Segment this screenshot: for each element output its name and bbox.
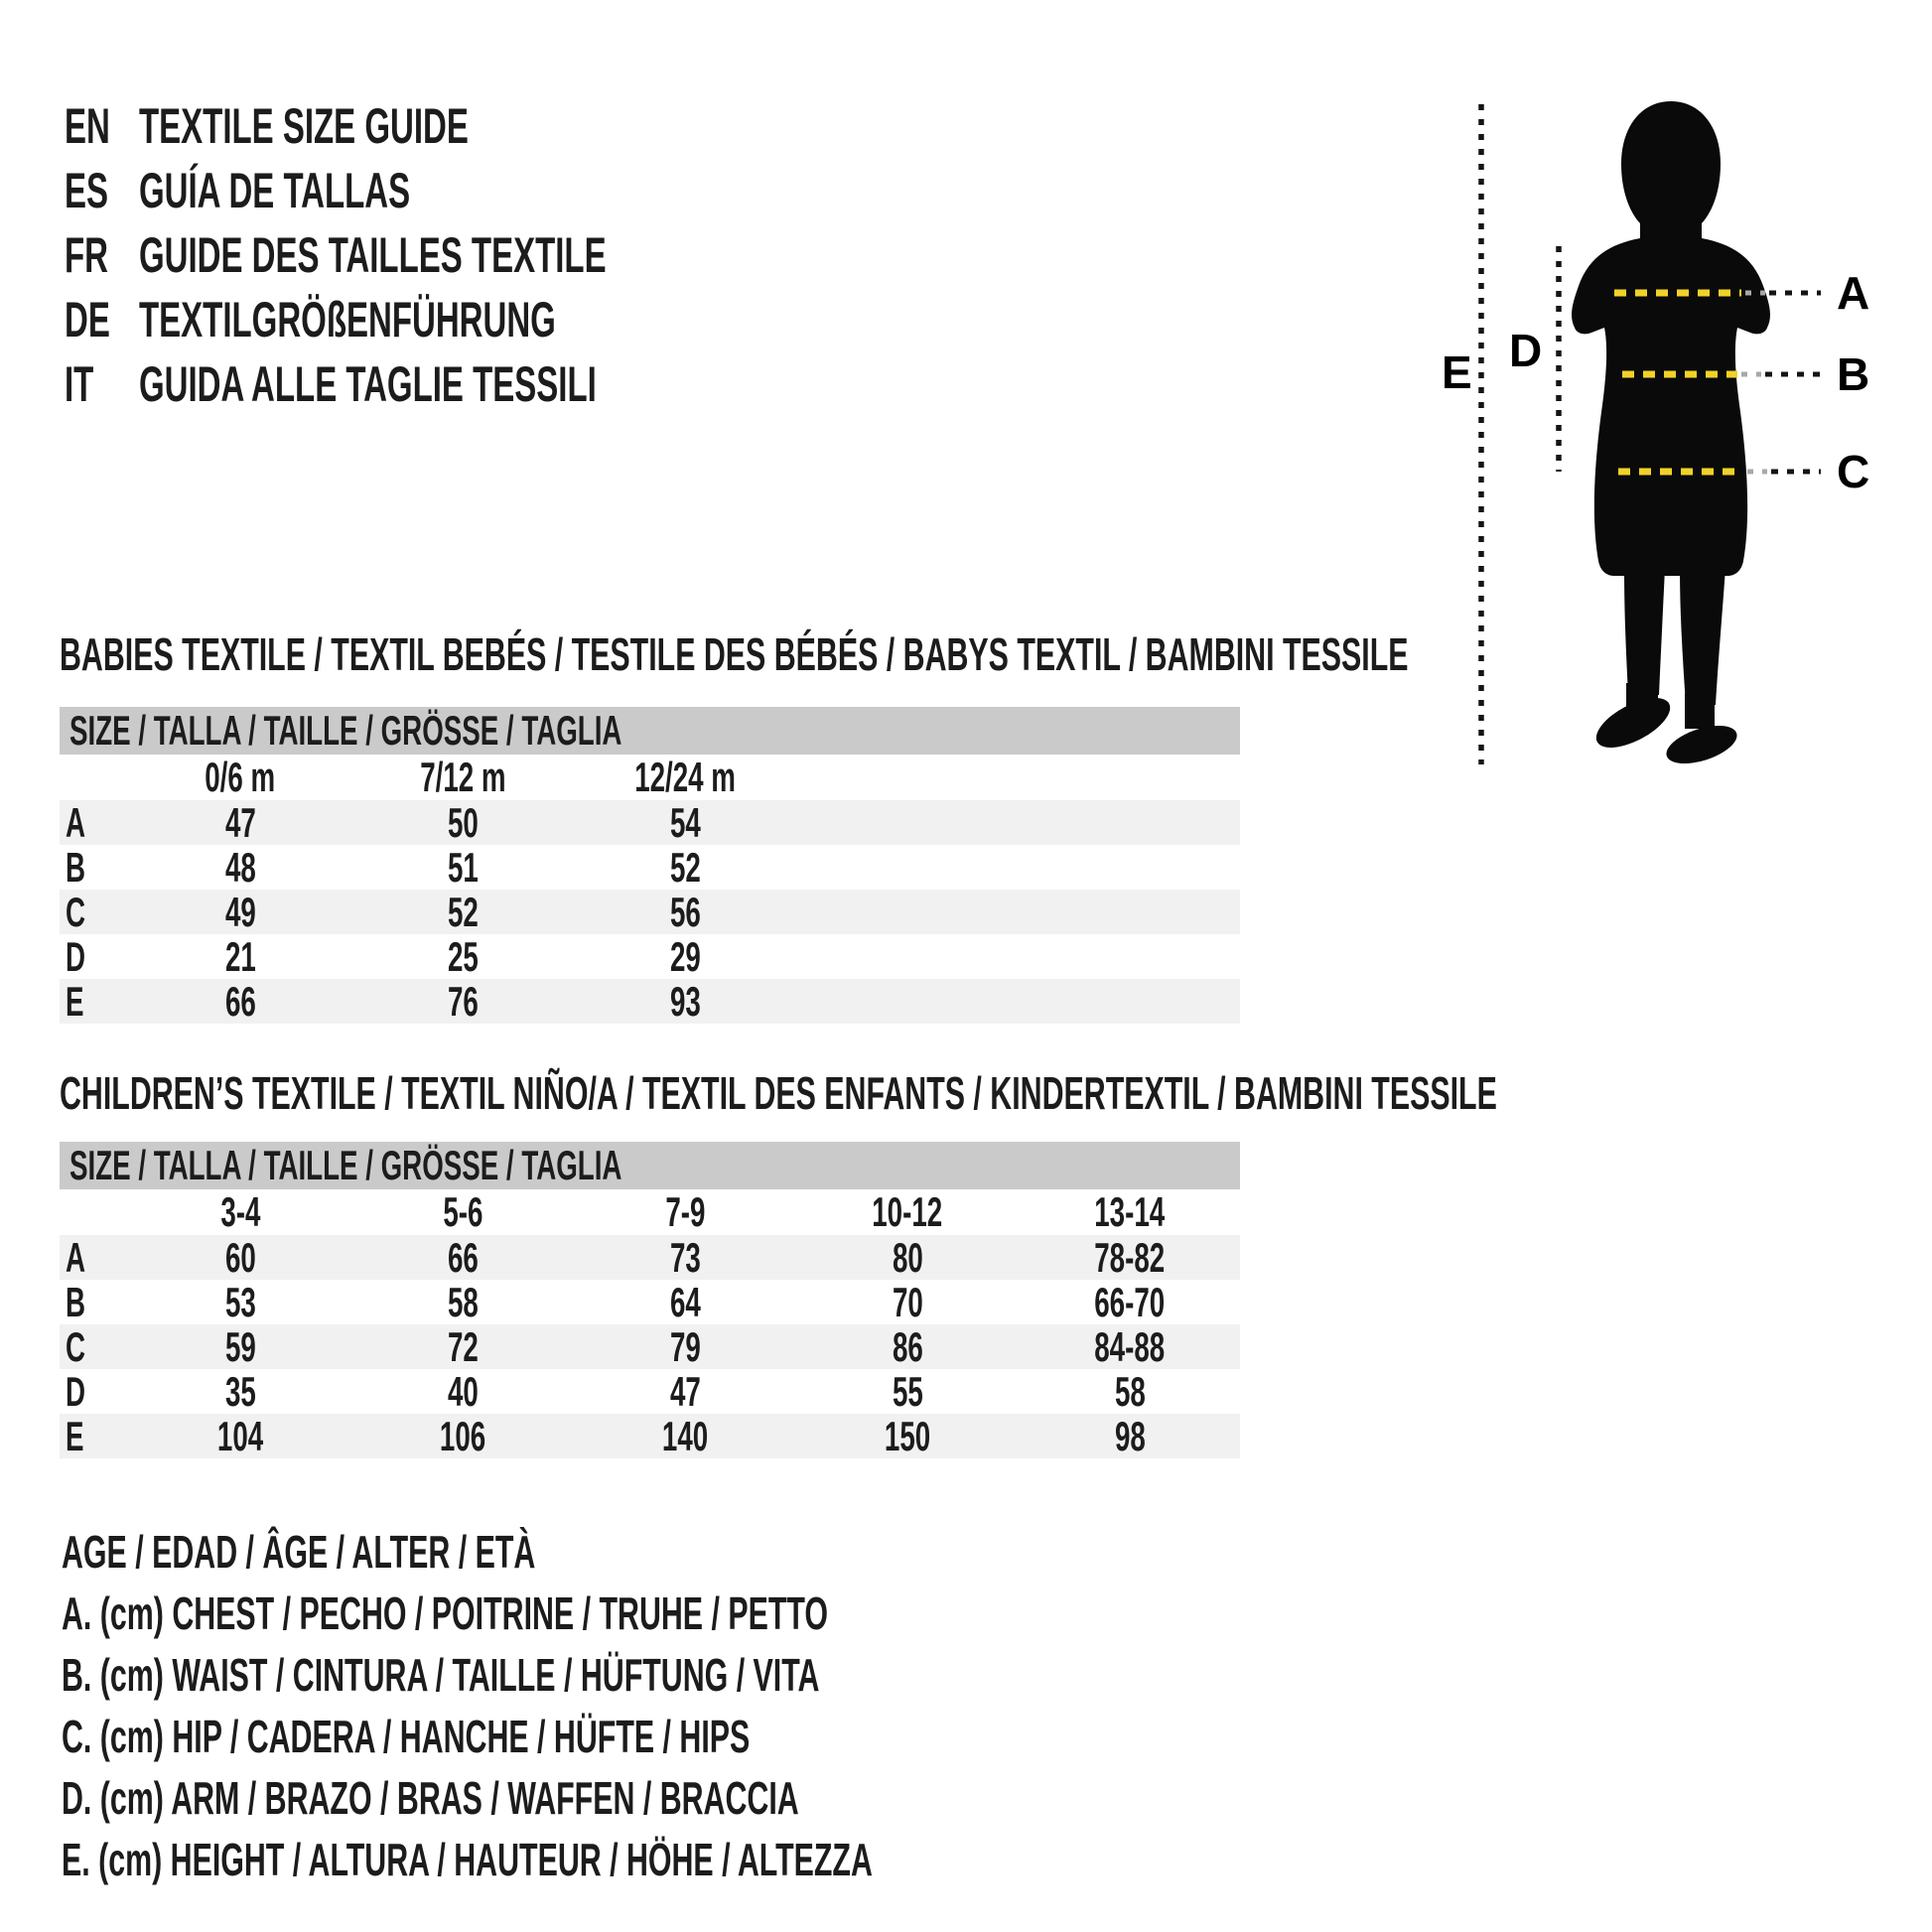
lang-code-es: ES: [65, 163, 109, 218]
babies-row-b: B 48 51 52: [66, 843, 701, 891]
children-column-header-row: [60, 1189, 1240, 1235]
babies-row-d: D 21 25 29: [66, 932, 701, 980]
legend-age: AGE / EDAD / ÂGE / ALTER / ETÀ: [62, 1526, 536, 1578]
children-row-a: A 60 66 73 80 78-82: [60, 1235, 1240, 1280]
children-col-10-12: 10-12: [872, 1188, 943, 1235]
lang-code-de: DE: [65, 292, 110, 347]
babies-size-table: [60, 707, 1240, 1024]
lang-code-en: EN: [65, 98, 110, 154]
title-it: GUIDA ALLE TAGLIE TESSILI: [139, 356, 597, 412]
lang-row-de: [65, 288, 847, 352]
children-col-7-9: 7-9: [664, 1188, 706, 1235]
silhouette-right-ankle: [1685, 693, 1715, 729]
legend-chest: A. (cm) CHEST / PECHO / POITRINE / TRUHE / PETTO: [62, 1587, 829, 1639]
title-de: TEXTILGRÖßENFÜHRUNG: [139, 292, 556, 347]
lang-row-it: [65, 352, 847, 417]
babies-row-a: A 47 50 54: [60, 800, 1240, 845]
children-size-table: [60, 1142, 1240, 1458]
children-section-heading: CHILDREN’S TEXTILE / TEXTIL NIÑO/A / TEXTIL DES ENFANTS / KINDERTEXTIL / BAMBINI TESSILE: [60, 1067, 1497, 1119]
legend-height: E. (cm) HEIGHT / ALTURA / HAUTEUR / HÖHE / ALTEZZA: [62, 1834, 873, 1885]
babies-section-heading: BABIES TEXTILE / TEXTIL BEBÉS / TESTILE DES BÉBÉS / BABYS TEXTIL / BAMBINI TESSILE: [60, 628, 1409, 680]
title-fr: GUIDE DES TAILLES TEXTILE: [139, 227, 607, 283]
children-col-13-14: 13-14: [1094, 1188, 1166, 1235]
legend-hip: C. (cm) HIP / CADERA / HANCHE / HÜFTE / HIPS: [62, 1711, 751, 1762]
title-en: TEXTILE SIZE GUIDE: [139, 98, 469, 154]
children-size-header-bar: SIZE / TALLA / TAILLE / GRÖSSE / TAGLIA: [60, 1142, 1240, 1189]
children-row-b: B 53 58 64 70 66-70: [66, 1278, 1166, 1325]
babies-col-0-6m: 0/6 m: [205, 754, 276, 800]
legend-arm: D. (cm) ARM / BRAZO / BRAS / WAFFEN / BRACCIA: [62, 1772, 799, 1824]
babies-column-header-row: [60, 755, 1240, 800]
figure-label-b: B: [1837, 348, 1870, 400]
silhouette-body: [1572, 101, 1770, 576]
babies-row-e: E 66 76 93: [60, 979, 1240, 1024]
children-row-d: D 35 40 47 55 58: [66, 1367, 1146, 1415]
babies-col-7-12m: 7/12 m: [419, 754, 506, 800]
children-row-c: C 59 72 79 86 84-88: [60, 1324, 1240, 1369]
lang-row-es: [65, 159, 847, 223]
lang-row-en: [65, 94, 847, 159]
children-row-e: E 104 106 140 150 98: [60, 1414, 1240, 1458]
lang-row-fr: [65, 223, 847, 288]
title-es: GUÍA DE TALLAS: [139, 163, 411, 218]
measurement-legend: [62, 1521, 1291, 1890]
lang-code-it: IT: [65, 356, 94, 412]
children-col-3-4: 3-4: [219, 1188, 261, 1235]
legend-waist: B. (cm) WAIST / CINTURA / TAILLE / HÜFTUNG / VITA: [62, 1649, 820, 1701]
figure-label-c: C: [1837, 446, 1870, 497]
babies-col-12-24m: 12/24 m: [634, 754, 736, 800]
figure-label-e: E: [1442, 346, 1472, 398]
child-measurement-figure: [1430, 60, 1932, 824]
children-col-5-6: 5-6: [442, 1188, 483, 1235]
figure-label-a: A: [1837, 267, 1870, 319]
figure-label-d: D: [1509, 325, 1543, 376]
babies-size-header-bar: SIZE / TALLA / TAILLE / GRÖSSE / TAGLIA: [60, 707, 1240, 755]
language-title-block: [65, 94, 847, 417]
lang-code-fr: FR: [65, 227, 108, 283]
babies-row-c: C 49 52 56: [60, 890, 1240, 934]
